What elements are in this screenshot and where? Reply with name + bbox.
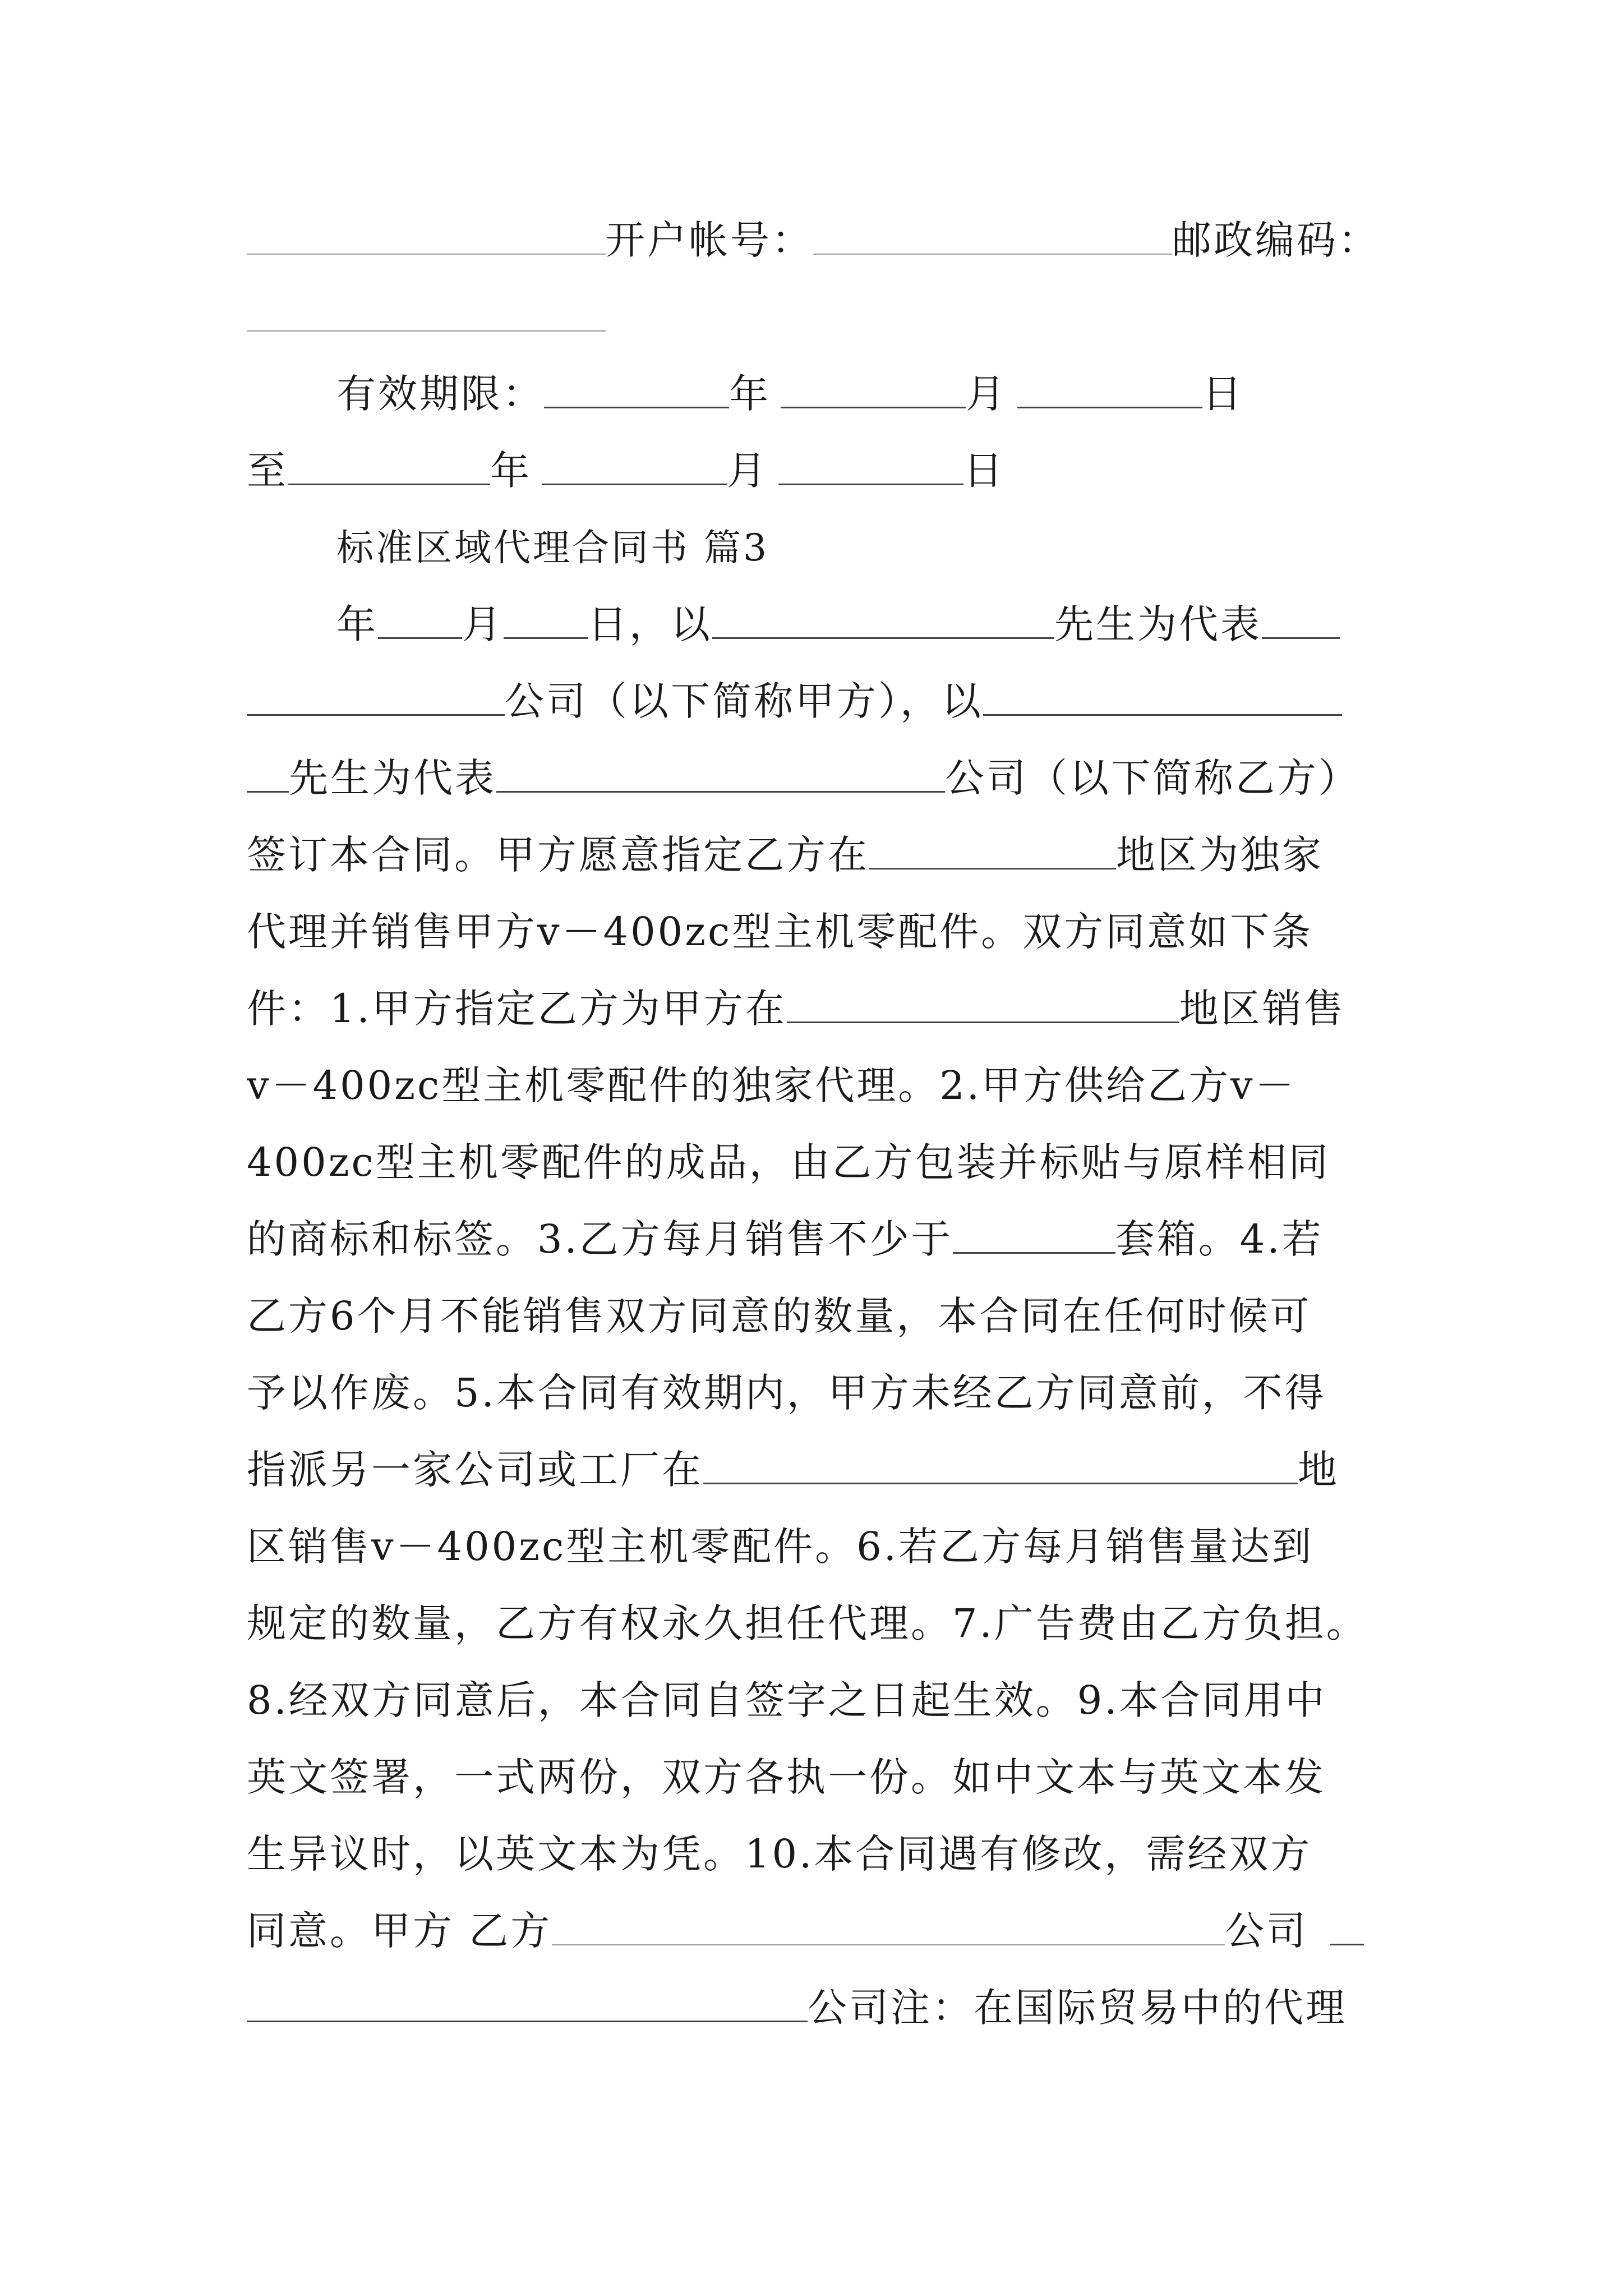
contract-line-24 <box>247 1970 1391 2046</box>
to-label: 至 <box>247 448 288 494</box>
text: 的商标和标签。3.乙方每月销售不少于 <box>247 1216 953 1262</box>
blank <box>544 406 729 408</box>
year-label: 年 <box>490 448 532 494</box>
text: 地区销售 <box>1179 986 1345 1032</box>
text: 同意。甲方 乙方 <box>247 1908 552 1954</box>
blank <box>778 483 963 485</box>
blank <box>1330 1943 1364 1945</box>
contract-line-15: 乙方6个月不能销售双方同意的数量，本合同在任何时候可 <box>247 1293 1312 1339</box>
section-heading: 标准区域代理合同书 篇3 <box>336 526 769 569</box>
blank <box>378 637 462 639</box>
blank <box>504 637 588 639</box>
contract-text <box>247 202 1391 2046</box>
text: 月 <box>462 601 504 647</box>
text: 套箱。4.若 <box>1115 1216 1324 1262</box>
month-label: 月 <box>966 371 1007 417</box>
blank <box>247 330 606 332</box>
blank <box>869 867 1116 869</box>
blank <box>703 1482 1298 1484</box>
text: 公司（以下简称乙方） <box>945 755 1360 801</box>
contract-line-20: 8.经双方同意后，本合同自签字之日起生效。9.本合同用中 <box>247 1677 1327 1723</box>
blank <box>953 1251 1115 1254</box>
blank <box>542 483 727 485</box>
text: 件：1.甲方指定乙方为甲方在 <box>247 986 787 1032</box>
blank <box>1017 406 1202 408</box>
blank <box>247 253 606 255</box>
postcode-label: 邮政编码： <box>1172 217 1380 263</box>
day-label: 日 <box>963 448 1005 494</box>
contract-line-13: 400zc型主机零配件的成品，由乙方包装并标贴与原样相同 <box>247 1139 1330 1185</box>
contract-line-16: 予以作废。5.本合同有效期内，甲方未经乙方同意前，不得 <box>247 1370 1326 1416</box>
blank <box>1262 637 1340 639</box>
contract-line-19: 规定的数量，乙方有权永久担任代理。7.广告费由乙方负担。 <box>247 1600 1368 1646</box>
blank <box>247 714 505 716</box>
validity-label: 有效期限： <box>336 371 544 417</box>
text: 地区为独家 <box>1116 832 1324 878</box>
blank <box>983 714 1342 716</box>
contract-line-21: 英文签署，一式两份，双方各执一份。如中文本与英文本发 <box>247 1754 1326 1800</box>
contract-line-9 <box>247 817 1391 894</box>
text: 公司（以下简称甲方），以 <box>505 678 983 724</box>
text: 签订本合同。甲方愿意指定乙方在 <box>247 832 869 878</box>
text: 年 <box>336 601 378 647</box>
year-label: 年 <box>729 371 771 417</box>
text: 公司注：在国际贸易中的代理 <box>808 1985 1347 2031</box>
contract-line-23 <box>247 1893 1391 1970</box>
postcode-blank-line <box>247 279 1391 356</box>
account-line <box>247 202 1391 279</box>
blank <box>552 1944 1225 1945</box>
validity-end-line <box>247 432 1391 509</box>
contract-line-22: 生异议时，以英文本为凭。10.本合同遇有修改，需经双方 <box>247 1831 1312 1877</box>
text: 地 <box>1298 1447 1339 1493</box>
account-label: 开户帐号： <box>606 217 813 263</box>
blank <box>288 483 490 485</box>
blank <box>247 2020 808 2022</box>
text: 日，以 <box>588 601 712 647</box>
contract-line-10: 代理并销售甲方v－400zc型主机零配件。双方同意如下条 <box>247 909 1313 955</box>
blank <box>781 406 966 408</box>
contract-line-17 <box>247 1432 1391 1508</box>
blank <box>787 1021 1179 1023</box>
validity-line <box>247 356 1391 432</box>
contract-line-11 <box>247 970 1391 1047</box>
text: 公司 <box>1225 1908 1308 1954</box>
contract-line-8 <box>247 740 1391 817</box>
day-label: 日 <box>1202 371 1244 417</box>
contract-line-12: v－400zc型主机零配件的独家代理。2.甲方供给乙方v－ <box>247 1062 1297 1108</box>
text: 先生为代表 <box>289 755 496 801</box>
text: 指派另一家公司或工厂在 <box>247 1447 703 1493</box>
contract-line-14 <box>247 1201 1391 1278</box>
month-label: 月 <box>727 448 768 494</box>
blank <box>813 253 1172 255</box>
text: 先生为代表 <box>1054 601 1262 647</box>
contract-line-18: 区销售v－400zc型主机零配件。6.若乙方每月销售量达到 <box>247 1524 1314 1570</box>
contract-line-7 <box>247 663 1391 740</box>
blank <box>712 637 1054 639</box>
blank <box>247 790 289 793</box>
contract-line-6 <box>247 586 1391 663</box>
blank <box>496 790 945 793</box>
